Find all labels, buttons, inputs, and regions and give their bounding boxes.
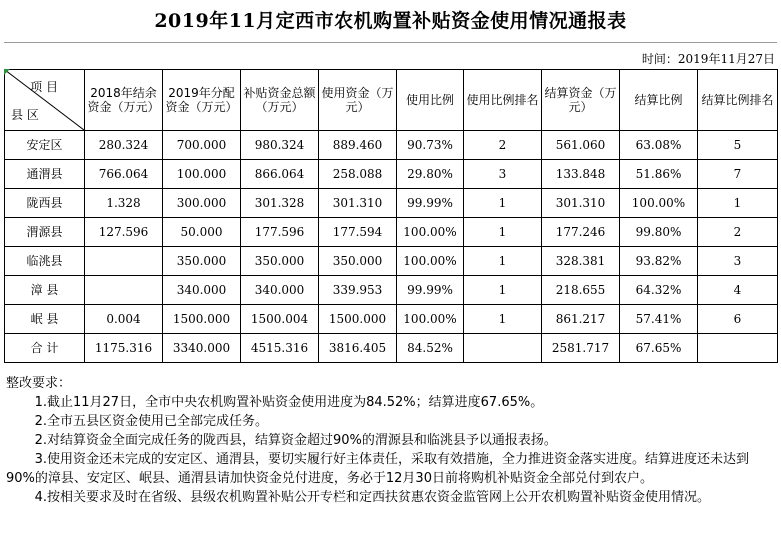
table-cell[interactable]: 29.80% bbox=[397, 160, 464, 189]
header-cell[interactable]: 使用比例排名 bbox=[464, 70, 542, 131]
corner-header[interactable] bbox=[5, 70, 85, 131]
table-cell[interactable]: 100.00% bbox=[397, 305, 464, 334]
table-cell[interactable]: 2 bbox=[698, 218, 778, 247]
table-cell[interactable]: 700.000 bbox=[163, 131, 241, 160]
table-cell[interactable]: 3816.405 bbox=[319, 334, 397, 363]
table-cell[interactable]: 301.328 bbox=[241, 189, 319, 218]
table-cell[interactable]: 1175.316 bbox=[85, 334, 163, 363]
table-cell[interactable]: 561.060 bbox=[542, 131, 620, 160]
table-cell[interactable]: 1 bbox=[698, 189, 778, 218]
table-cell[interactable]: 339.953 bbox=[319, 276, 397, 305]
county-cell[interactable]: 安定区 bbox=[5, 131, 85, 160]
table-row bbox=[5, 305, 778, 334]
header-cell[interactable]: 补贴资金总额（万元） bbox=[241, 70, 319, 131]
county-cell[interactable]: 临洮县 bbox=[5, 247, 85, 276]
table-cell[interactable]: 4 bbox=[698, 276, 778, 305]
notes-heading: 整改要求： bbox=[6, 376, 72, 391]
table-cell[interactable] bbox=[85, 247, 163, 276]
note-item: 4.按相关要求及时在省级、县级农机购置补贴公开专栏和定西扶贫惠农资金监管网上公开农机购置补贴资金使用情况。 bbox=[34, 490, 710, 505]
header-row bbox=[5, 70, 778, 131]
table-cell[interactable]: 64.32% bbox=[620, 276, 698, 305]
table-cell[interactable]: 2 bbox=[464, 131, 542, 160]
header-cell[interactable]: 使用比例 bbox=[397, 70, 464, 131]
table-cell[interactable]: 328.381 bbox=[542, 247, 620, 276]
table-cell[interactable]: 866.064 bbox=[241, 160, 319, 189]
table-cell[interactable]: 0.004 bbox=[85, 305, 163, 334]
table-row bbox=[5, 334, 778, 363]
table-cell[interactable]: 90.73% bbox=[397, 131, 464, 160]
header-cell[interactable]: 结算比例 bbox=[620, 70, 698, 131]
table-cell[interactable] bbox=[85, 276, 163, 305]
county-cell[interactable]: 岷 县 bbox=[5, 305, 85, 334]
county-cell[interactable]: 漳 县 bbox=[5, 276, 85, 305]
table-cell[interactable]: 300.000 bbox=[163, 189, 241, 218]
table-cell[interactable]: 861.217 bbox=[542, 305, 620, 334]
table-cell[interactable]: 100.00% bbox=[620, 189, 698, 218]
table-cell[interactable]: 100.000 bbox=[163, 160, 241, 189]
table-cell[interactable]: 99.99% bbox=[397, 276, 464, 305]
table-cell[interactable]: 280.324 bbox=[85, 131, 163, 160]
header-cell[interactable]: 2019年分配资金（万元） bbox=[163, 70, 241, 131]
table-row bbox=[5, 247, 778, 276]
table-cell[interactable]: 99.99% bbox=[397, 189, 464, 218]
table-cell[interactable]: 67.65% bbox=[620, 334, 698, 363]
note-item: 1.截止11月27日，全市中央农机购置补贴资金使用进度为84.52%；结算进度67.65%。 bbox=[34, 395, 544, 410]
table-cell[interactable]: 177.596 bbox=[241, 218, 319, 247]
note-item: 2.全市五县区资金使用已全部完成任务。 bbox=[34, 414, 268, 429]
header-cell[interactable]: 结算比例排名 bbox=[698, 70, 778, 131]
table-cell[interactable] bbox=[698, 334, 778, 363]
note-item: 3.使用资金还未完成的安定区、通渭县，要切实履行好主体责任，采取有效措施，全力推进资金落实进度。结算进度还未达到90%的漳县、安定区、岷县、通渭县请加快资金兑付进度，务必于12月30日前将购机补贴资金全部兑付到农户。 bbox=[6, 452, 749, 486]
table-row bbox=[5, 131, 778, 160]
county-cell[interactable]: 通渭县 bbox=[5, 160, 85, 189]
note-item: 2.对结算资金全面完成任务的陇西县，结算资金超过90%的渭源县和临洮县予以通报表扬。 bbox=[34, 433, 557, 448]
county-cell[interactable]: 合 计 bbox=[5, 334, 85, 363]
table-cell[interactable]: 301.310 bbox=[319, 189, 397, 218]
table-cell[interactable]: 766.064 bbox=[85, 160, 163, 189]
table-cell[interactable]: 100.00% bbox=[397, 247, 464, 276]
county-cell[interactable]: 渭源县 bbox=[5, 218, 85, 247]
table-cell[interactable]: 4515.316 bbox=[241, 334, 319, 363]
table-cell[interactable]: 1 bbox=[464, 247, 542, 276]
table-cell[interactable]: 340.000 bbox=[163, 276, 241, 305]
county-cell[interactable]: 陇西县 bbox=[5, 189, 85, 218]
table-cell[interactable]: 177.594 bbox=[319, 218, 397, 247]
table-cell[interactable]: 3340.000 bbox=[163, 334, 241, 363]
table-cell[interactable]: 63.08% bbox=[620, 131, 698, 160]
table-cell[interactable]: 1 bbox=[464, 276, 542, 305]
table-cell[interactable]: 301.310 bbox=[542, 189, 620, 218]
corner-county-label: 县 区 bbox=[11, 108, 39, 122]
table-row bbox=[5, 218, 778, 247]
table-cell[interactable]: 889.460 bbox=[319, 131, 397, 160]
table-cell[interactable]: 133.848 bbox=[542, 160, 620, 189]
header-cell[interactable]: 2018年结余资金（万元） bbox=[85, 70, 163, 131]
table-cell[interactable]: 1500.000 bbox=[163, 305, 241, 334]
table-cell[interactable]: 2581.717 bbox=[542, 334, 620, 363]
table-row bbox=[5, 160, 778, 189]
table-cell[interactable]: 1 bbox=[464, 218, 542, 247]
selection-corner-marker bbox=[4, 69, 10, 75]
table-cell[interactable]: 3 bbox=[698, 247, 778, 276]
report-title: 2019年11月定西市农机购置补贴资金使用情况通报表 bbox=[154, 10, 627, 32]
table-cell[interactable]: 1.328 bbox=[85, 189, 163, 218]
table-cell[interactable]: 6 bbox=[698, 305, 778, 334]
table-cell[interactable]: 57.41% bbox=[620, 305, 698, 334]
table-cell[interactable]: 980.324 bbox=[241, 131, 319, 160]
title-divider bbox=[4, 42, 777, 43]
table-cell[interactable]: 350.000 bbox=[241, 247, 319, 276]
table-cell[interactable] bbox=[464, 334, 542, 363]
table-cell[interactable]: 50.000 bbox=[163, 218, 241, 247]
table-cell[interactable]: 51.86% bbox=[620, 160, 698, 189]
corner-item-label: 项 目 bbox=[30, 80, 58, 94]
table-cell[interactable]: 350.000 bbox=[319, 247, 397, 276]
table-row bbox=[5, 276, 778, 305]
rectification-notes bbox=[6, 374, 776, 507]
table-cell[interactable]: 99.80% bbox=[620, 218, 698, 247]
table-cell[interactable]: 84.52% bbox=[397, 334, 464, 363]
table-cell[interactable]: 1500.004 bbox=[241, 305, 319, 334]
table-cell[interactable]: 5 bbox=[698, 131, 778, 160]
table-cell[interactable]: 1 bbox=[464, 189, 542, 218]
table-cell[interactable]: 100.00% bbox=[397, 218, 464, 247]
table-cell[interactable]: 218.655 bbox=[542, 276, 620, 305]
table-cell[interactable]: 3 bbox=[464, 160, 542, 189]
table-cell[interactable]: 258.088 bbox=[319, 160, 397, 189]
table-body bbox=[5, 131, 778, 363]
header-cell[interactable]: 结算资金（万元） bbox=[542, 70, 620, 131]
report-date: 时间：2019年11月27日 bbox=[641, 52, 775, 66]
table-cell[interactable]: 1 bbox=[464, 305, 542, 334]
table-cell[interactable]: 1500.000 bbox=[319, 305, 397, 334]
table-cell[interactable]: 127.596 bbox=[85, 218, 163, 247]
table-cell[interactable]: 177.246 bbox=[542, 218, 620, 247]
table-cell[interactable]: 93.82% bbox=[620, 247, 698, 276]
table-row bbox=[5, 189, 778, 218]
subsidy-table bbox=[4, 69, 778, 363]
table-cell[interactable]: 350.000 bbox=[163, 247, 241, 276]
header-cell[interactable]: 使用资金（万元） bbox=[319, 70, 397, 131]
table-cell[interactable]: 340.000 bbox=[241, 276, 319, 305]
table-cell[interactable]: 7 bbox=[698, 160, 778, 189]
